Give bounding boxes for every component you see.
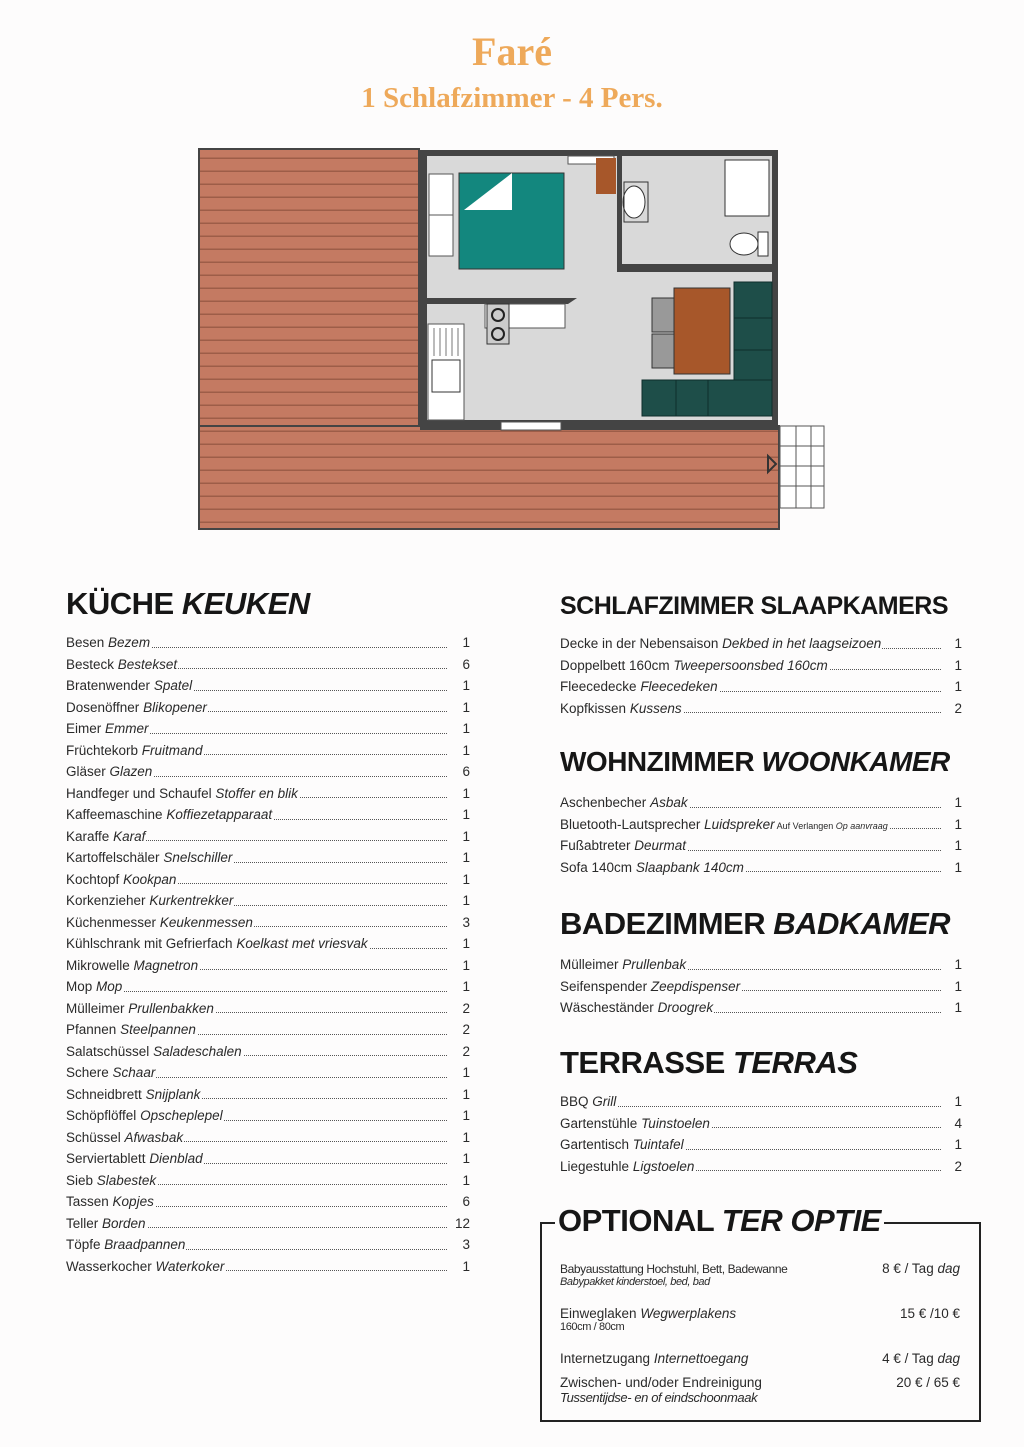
item-name: Mülleimer Prullenbak bbox=[560, 957, 687, 972]
list-item bbox=[560, 1113, 962, 1135]
list-item bbox=[66, 955, 470, 977]
item-name: Besen Bezem bbox=[66, 635, 151, 650]
optional-item-name: Einweglaken Wegwerplakens bbox=[560, 1306, 737, 1321]
item-qty: 1 bbox=[462, 1258, 470, 1274]
item-qty: 6 bbox=[462, 656, 470, 672]
list-item bbox=[66, 890, 470, 912]
item-name: Fleecedecke Fleecedeken bbox=[560, 679, 718, 694]
list-item bbox=[560, 1156, 962, 1178]
item-name: Kaffeemaschine Koffiezetapparaat bbox=[66, 807, 273, 822]
item-qty: 1 bbox=[954, 1137, 962, 1152]
list-item bbox=[560, 655, 962, 677]
list-item bbox=[560, 1134, 962, 1156]
list-item bbox=[66, 847, 470, 869]
item-name: Schöpflöffel Opscheplepel bbox=[66, 1108, 223, 1123]
item-qty: 2 bbox=[462, 1022, 470, 1037]
item-qty: 1 bbox=[954, 636, 962, 651]
bathroom-heading bbox=[560, 906, 962, 954]
list-item bbox=[66, 654, 470, 676]
list-item bbox=[66, 1019, 470, 1041]
shower bbox=[725, 160, 769, 216]
item-name: Handfeger und Schaufel Stoffer en blik bbox=[66, 785, 298, 801]
optional-item-sheets bbox=[560, 1306, 960, 1333]
item-qty: 1 bbox=[462, 1129, 470, 1145]
page-subtitle: 1 Schlafzimmer - 4 Pers. bbox=[361, 82, 663, 114]
item-name: Salatschüssel Saladeschalen bbox=[66, 1043, 242, 1059]
item-qty: 1 bbox=[954, 859, 962, 875]
deck-bottom bbox=[199, 426, 779, 529]
list-item bbox=[560, 676, 962, 698]
item-qty: 1 bbox=[954, 679, 962, 694]
item-qty: 1 bbox=[954, 957, 962, 972]
item-qty: 4 bbox=[954, 1115, 962, 1131]
item-qty: 1 bbox=[954, 1094, 962, 1109]
list-item bbox=[560, 835, 962, 857]
item-name: Früchtekorb Fruitmand bbox=[66, 742, 203, 758]
optional-title-de: OPTIONAL bbox=[558, 1203, 714, 1238]
item-qty: 1 bbox=[954, 657, 962, 673]
optional-item-cleaning bbox=[560, 1375, 960, 1405]
item-name: Decke in der Nebensaison Dekbed in het laagseizoen bbox=[560, 636, 882, 651]
list-item bbox=[66, 675, 470, 697]
item-qty: 1 bbox=[462, 850, 470, 865]
item-qty: 1 bbox=[462, 1172, 470, 1188]
list-item bbox=[66, 1234, 470, 1256]
item-qty: 3 bbox=[462, 1237, 470, 1252]
item-name: Schneidbrett Snijplank bbox=[66, 1086, 201, 1102]
list-item bbox=[560, 792, 962, 814]
optional-item-name: Babyausstattung Hochstuhl, Bett, Badewanne bbox=[560, 1262, 788, 1276]
item-qty: 1 bbox=[954, 1000, 962, 1015]
item-name: Besteck Bestekset bbox=[66, 656, 178, 672]
terrace-title-nl: TERRAS bbox=[732, 1045, 858, 1080]
item-qty: 1 bbox=[462, 1108, 470, 1123]
living-title-de: WOHNZIMMER bbox=[560, 746, 755, 777]
list-item bbox=[66, 826, 470, 848]
list-item bbox=[66, 1062, 470, 1084]
item-qty: 3 bbox=[462, 914, 470, 930]
optional-item-sub: Babypakket kinderstoel, bed, bad bbox=[560, 1276, 710, 1288]
item-qty: 1 bbox=[462, 1065, 470, 1080]
item-name: Gläser Glazen bbox=[66, 764, 153, 779]
bedroom-title-nl: SLAAPKAMERS bbox=[760, 592, 949, 620]
kitchen-list bbox=[66, 632, 470, 1277]
terrace-heading bbox=[560, 1045, 962, 1091]
terrace-title-de: TERRASSE bbox=[560, 1045, 725, 1080]
list-item bbox=[560, 814, 962, 836]
item-qty: 2 bbox=[954, 700, 962, 716]
list-item bbox=[66, 697, 470, 719]
list-item bbox=[66, 1127, 470, 1149]
item-name: Schere Schaar bbox=[66, 1065, 156, 1080]
list-item bbox=[66, 1213, 470, 1235]
item-name: Aschenbecher Asbak bbox=[560, 795, 688, 810]
list-item bbox=[560, 698, 962, 720]
living-list bbox=[560, 792, 962, 878]
item-name: Wäscheständer Droogrek bbox=[560, 1000, 714, 1015]
list-item bbox=[66, 632, 470, 654]
item-qty: 1 bbox=[462, 699, 470, 715]
dot-leader bbox=[560, 1106, 941, 1107]
item-qty: 2 bbox=[462, 1000, 470, 1016]
item-name: BBQ Grill bbox=[560, 1094, 617, 1109]
bathroom-title-nl: BADKAMER bbox=[773, 906, 951, 941]
item-name: Tassen Kopjes bbox=[66, 1194, 154, 1209]
optional-item-price: 15 € /10 € bbox=[899, 1306, 960, 1321]
item-qty: 1 bbox=[462, 871, 470, 887]
item-name: Bratenwender Spatel bbox=[66, 678, 193, 693]
item-qty: 1 bbox=[954, 816, 962, 832]
item-qty: 1 bbox=[462, 678, 470, 693]
list-item bbox=[66, 1256, 470, 1278]
bathroom-section bbox=[560, 906, 962, 1019]
item-qty: 2 bbox=[462, 1043, 470, 1059]
list-item bbox=[560, 997, 962, 1019]
living-heading bbox=[560, 746, 962, 792]
item-qty: 1 bbox=[462, 807, 470, 822]
item-qty: 6 bbox=[462, 764, 470, 779]
bedroom-title-de: SCHLAFZIMMER bbox=[560, 592, 754, 620]
list-item bbox=[560, 1091, 962, 1113]
bedroom-heading bbox=[560, 592, 962, 633]
item-name: Küchenmesser Keukenmessen bbox=[66, 914, 253, 930]
bedroom-list bbox=[560, 633, 962, 719]
optional-item-baby bbox=[560, 1261, 960, 1288]
item-qty: 6 bbox=[462, 1194, 470, 1209]
item-name: Karaffe Karaf bbox=[66, 828, 146, 844]
item-name: Dosenöffner Blikopener bbox=[66, 699, 207, 715]
item-qty: 1 bbox=[462, 635, 470, 650]
list-item bbox=[66, 998, 470, 1020]
item-note: Auf Verlangen Op aanvraag bbox=[776, 820, 888, 831]
item-qty: 1 bbox=[462, 1086, 470, 1102]
item-name: Bluetooth-Lautsprecher Luidspreker Auf Verlangen Op aanvraag bbox=[560, 816, 888, 832]
living-title-nl: WOONKAMER bbox=[761, 746, 950, 777]
dining-table bbox=[674, 288, 730, 374]
item-name: Fußabtreter Deurmat bbox=[560, 838, 687, 853]
item-name: Töpfe Braadpannen bbox=[66, 1237, 186, 1252]
list-item bbox=[66, 761, 470, 783]
list-item bbox=[560, 633, 962, 655]
optional-title-nl: TER OPTIE bbox=[721, 1203, 881, 1238]
item-qty: 1 bbox=[462, 1151, 470, 1166]
item-name: Serviertablett Dienblad bbox=[66, 1151, 203, 1166]
list-item bbox=[66, 1084, 470, 1106]
kitchen-heading bbox=[66, 586, 470, 634]
dot-leader bbox=[66, 991, 447, 992]
optional-item-name: Zwischen- und/oder Endreinigung bbox=[560, 1375, 762, 1390]
item-name: Korkenzieher Kurkentrekker bbox=[66, 893, 234, 908]
optional-item-name: Internetzugang Internettoegang bbox=[560, 1351, 749, 1366]
item-name: Schüssel Afwasbak bbox=[66, 1129, 184, 1145]
optional-item-sub: 160cm / 80cm bbox=[560, 1321, 625, 1333]
optional-heading bbox=[555, 1203, 884, 1239]
list-item bbox=[66, 1148, 470, 1170]
item-qty: 1 bbox=[954, 838, 962, 853]
kitchen-title-nl: KEUKEN bbox=[181, 586, 310, 621]
item-name: Eimer Emmer bbox=[66, 721, 149, 736]
item-name: Mop Mop bbox=[66, 979, 123, 994]
list-item bbox=[66, 804, 470, 826]
optional-item-price: 20 € / 65 € bbox=[896, 1375, 960, 1390]
item-name: Teller Borden bbox=[66, 1215, 146, 1231]
list-item bbox=[560, 954, 962, 976]
optional-item-internet bbox=[560, 1351, 960, 1366]
list-item bbox=[66, 783, 470, 805]
item-name: Kartoffelschäler Snelschiller bbox=[66, 850, 233, 865]
list-item bbox=[66, 718, 470, 740]
item-qty: 1 bbox=[462, 979, 470, 994]
item-name: Liegestuhle Ligstoelen bbox=[560, 1158, 695, 1174]
optional-item-sub: Tussentijdse- en of eindschoonmaak bbox=[560, 1390, 758, 1405]
list-item bbox=[66, 912, 470, 934]
floor-plan bbox=[196, 146, 828, 534]
item-qty: 2 bbox=[954, 1158, 962, 1174]
list-item bbox=[560, 976, 962, 998]
item-name: Doppelbett 160cm Tweepersoonsbed 160cm bbox=[560, 657, 828, 673]
item-qty: 1 bbox=[462, 742, 470, 758]
item-qty: 1 bbox=[462, 785, 470, 801]
item-name: Kopfkissen Kussens bbox=[560, 700, 682, 716]
item-qty: 1 bbox=[462, 721, 470, 736]
living-section bbox=[560, 746, 962, 878]
item-qty: 1 bbox=[462, 936, 470, 951]
item-name: Kühlschrank mit Gefrierfach Koelkast met vriesvak bbox=[66, 936, 368, 951]
kitchen-section bbox=[66, 586, 470, 1277]
item-qty: 1 bbox=[462, 893, 470, 908]
item-name: Kochtopf Kookpan bbox=[66, 871, 177, 887]
bathroom-list bbox=[560, 954, 962, 1019]
item-name: Sieb Slabestek bbox=[66, 1172, 157, 1188]
item-qty: 1 bbox=[954, 978, 962, 994]
item-name: Gartentisch Tuintafel bbox=[560, 1137, 684, 1152]
steps bbox=[780, 426, 824, 508]
item-name: Mülleimer Prullenbakken bbox=[66, 1000, 214, 1016]
item-name: Wasserkocher Waterkoker bbox=[66, 1258, 225, 1274]
optional-item-price: 4 € / Tag dag bbox=[882, 1351, 960, 1366]
list-item bbox=[560, 857, 962, 879]
list-item bbox=[66, 1191, 470, 1213]
bathroom-title-de: BADEZIMMER bbox=[560, 906, 766, 941]
list-item bbox=[66, 869, 470, 891]
item-name: Pfannen Steelpannen bbox=[66, 1022, 196, 1037]
item-qty: 1 bbox=[462, 957, 470, 973]
list-item bbox=[66, 976, 470, 998]
list-item bbox=[66, 1041, 470, 1063]
item-name: Gartenstühle Tuinstoelen bbox=[560, 1115, 710, 1131]
terrace-section bbox=[560, 1045, 962, 1177]
item-name: Seifenspender Zeepdispenser bbox=[560, 978, 741, 994]
list-item bbox=[66, 1105, 470, 1127]
item-qty: 1 bbox=[954, 795, 962, 810]
list-item bbox=[66, 933, 470, 955]
item-qty: 1 bbox=[462, 828, 470, 844]
list-item bbox=[66, 740, 470, 762]
terrace-list bbox=[560, 1091, 962, 1177]
page-title: Faré bbox=[472, 29, 552, 74]
bedroom-section bbox=[560, 592, 962, 719]
toilet bbox=[730, 233, 758, 255]
item-qty: 12 bbox=[454, 1215, 470, 1231]
list-item bbox=[66, 1170, 470, 1192]
kitchen-title-de: KÜCHE bbox=[66, 586, 174, 621]
item-name: Sofa 140cm Slaapbank 140cm bbox=[560, 859, 744, 875]
item-name: Mikrowelle Magnetron bbox=[66, 957, 199, 973]
optional-item-price: 8 € / Tag dag bbox=[882, 1261, 960, 1276]
